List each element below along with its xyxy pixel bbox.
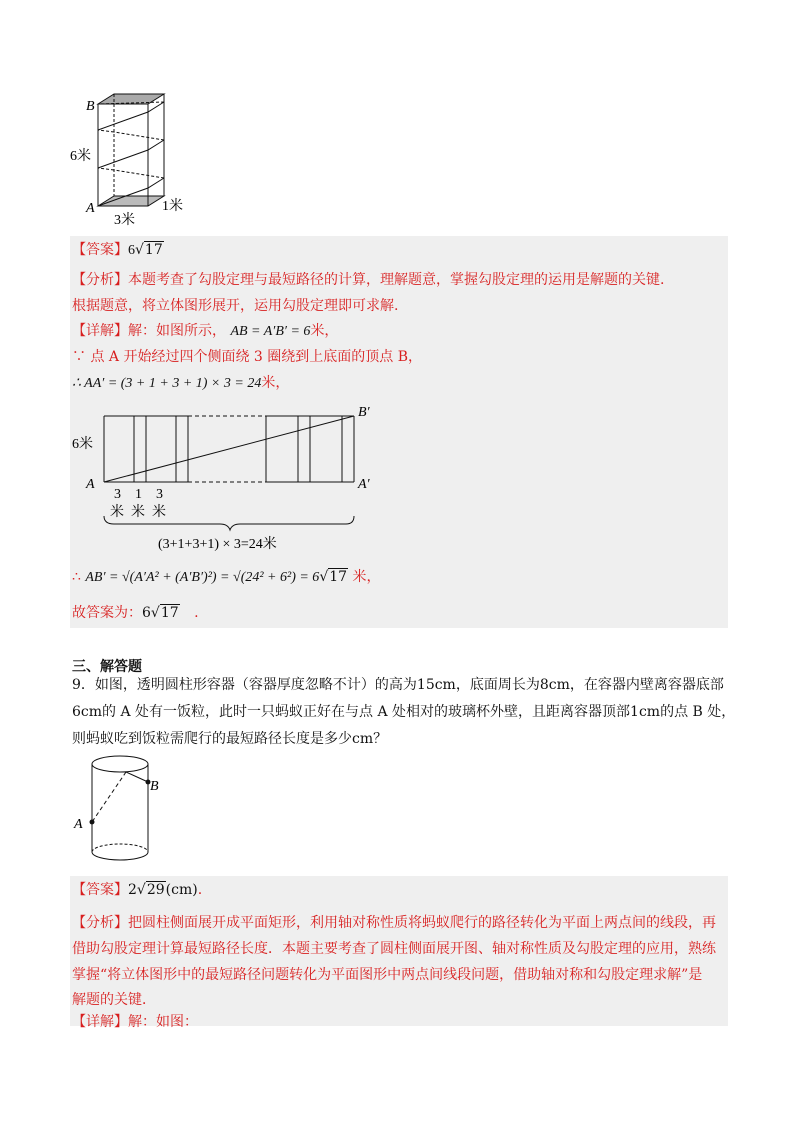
cylinder-figure — [70, 752, 170, 872]
question-9-line-2: 6cm的 A 处有一饭粒，此时一只蚂蚁正好在与点 A 处相对的玻璃杯外壁，且距离容器顶部1cm的点 B 处， — [72, 704, 736, 720]
seg-num-2: 1 — [135, 487, 142, 502]
seg-unit-2: 米 — [131, 505, 145, 520]
detail2-line: 【详解】解：如图： — [72, 1014, 198, 1030]
seg-num-1: 3 — [114, 487, 121, 502]
brace-text: (3+1+3+1) × 3=24米 — [158, 537, 277, 552]
answer-tag: 【答案】 — [72, 242, 128, 258]
answer-line-2: 【答案】2√29(cm). — [72, 882, 203, 898]
fig1-b-label: B — [86, 99, 95, 114]
fig2-height-label: 6米 — [72, 437, 93, 452]
fig2-a-prime-label: A′ — [358, 477, 370, 492]
seg-num-3: 3 — [156, 487, 163, 502]
analysis2-line-4: 解题的关键． — [72, 992, 156, 1008]
fig3-b-label: B — [150, 779, 159, 794]
fig1-height-label: 6米 — [70, 149, 91, 164]
analysis-tag: 【分析】 — [72, 272, 128, 288]
section-title: 三、解答题 — [72, 659, 142, 675]
question-9-line-1: 9．如图，透明圆柱形容器（容器厚度忽略不计）的高为15cm，底面周长为8cm，在容器内壁离容器底部 — [72, 677, 724, 693]
answer-line-1: 【答案】6√17 — [72, 242, 163, 258]
fig1-width-label: 3米 — [114, 213, 135, 228]
fig1-depth-label: 1米 — [162, 199, 183, 214]
detail-tag: 【详解】 — [72, 323, 128, 339]
analysis2-line-1: 【分析】把圆柱侧面展开成平面矩形，利用轴对称性质将蚂蚁爬行的路径转化为平面上两点间的线段，再 — [72, 915, 716, 931]
because-line: ∵ 点 A 开始经过四个侧面绕 3 圈绕到上底面的顶点 B， — [72, 349, 423, 365]
analysis-line-1: 【分析】本题考查了勾股定理与最短路径的计算，理解题意，掌握勾股定理的运用是解题的关键. — [72, 272, 665, 288]
seg-unit-3: 米 — [152, 505, 166, 520]
fig1-a-label: A — [86, 201, 95, 216]
analysis-line-2: 根据题意，将立体图形展开，运用勾股定理即可求解. — [72, 298, 399, 314]
fig3-a-label: A — [74, 817, 83, 832]
eq3-line: ∴ AB′ = √(A′A² + (A′B′)²) = √(24² + 6²) = 6√17 米， — [72, 569, 381, 585]
analysis2-line-3: 掌握“将立体图形中的最短路径问题转化为平面图形中两点间线段问题，借助轴对称和勾股定理求解”是 — [72, 967, 703, 983]
fig2-b-prime-label: B′ — [358, 405, 370, 420]
detail-line-1: 【详解】解：如图所示， AB = A′B′ = 6米， — [72, 323, 339, 339]
seg-unit-1: 米 — [110, 505, 124, 520]
final-answer-line: 故答案为：6√17 . — [72, 605, 199, 621]
fig2-a-label: A — [86, 477, 95, 492]
question-9-line-3: 则蚂蚁吃到饭粒需爬行的最短路径长度是多少cm？ — [72, 731, 388, 747]
eq2-line: ∴ AA′ = (3 + 1 + 3 + 1) × 3 = 24米， — [72, 375, 290, 391]
analysis2-line-2: 借助勾股定理计算最短路径长度．本题主要考查了圆柱侧面展开图、轴对称性质及勾股定理的应用，熟练 — [72, 941, 716, 957]
unfolded-rectangle-figure — [70, 402, 390, 558]
box-spiral-figure — [70, 88, 200, 238]
